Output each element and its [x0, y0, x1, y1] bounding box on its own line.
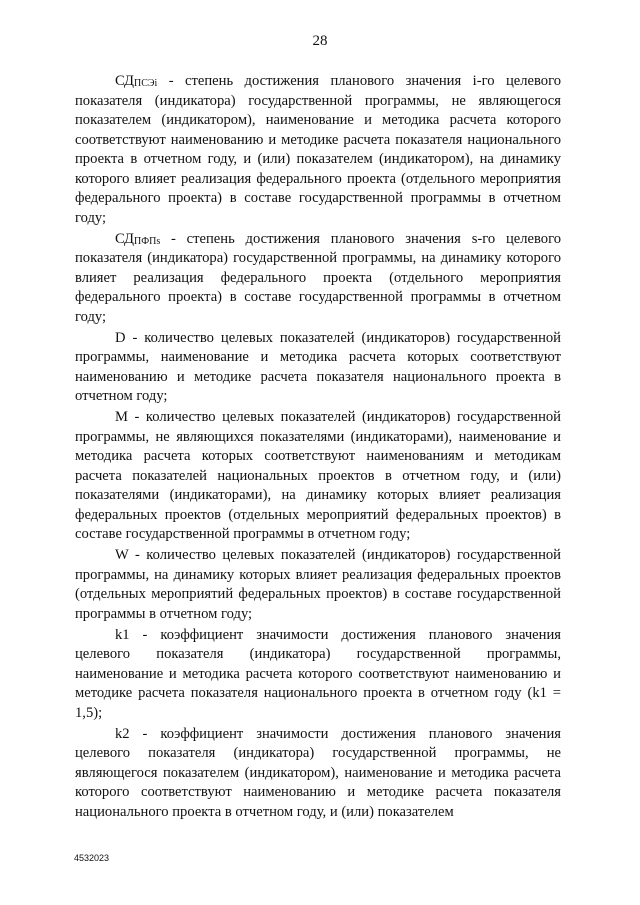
document-id: 4532023 [74, 853, 110, 863]
paragraph-text: - степень достижения планового значения s-го целевого показателя (индикатора) государственной программы, на динамику которого влияет реализация федерального проекта (отдельного мероприятия федерального проекта) в составе государственной программы в отчетном году; [75, 230, 561, 325]
paragraph-w: W - количество целевых показателей (индикаторов) государственной программы, на динамику которых влияет реализация федеральных проектов (отдельных мероприятий федеральных проектов) в составе государственной программы в отчетном году; [75, 547, 561, 622]
symbol-sd: СД [115, 73, 134, 89]
page-number: 28 [312, 33, 328, 49]
paragraph-k1: k1 - коэффициент значимости достижения планового значения целевого показателя (индикатора) государственной программы, наименование и методика расчета которого соответствуют наименованию и методике расчета показателя национального проекта в отчетном году (k1 = 1,5); [75, 626, 561, 721]
paragraph-text: - степень достижения планового значения i-го целевого показателя (индикатора) государственной программы, не являющегося показателем (индикатором), наименование и методика расчета которого соответствуют наименованию и методике расчета показателя национального проекта в отчетном году, и (или) показателем (индикатором), на динамику которого влияет реализация федерального проекта (отдельного мероприятия федерального проекта) в составе государственной программы в отчетном году; [75, 73, 561, 226]
paragraph-d: D - количество целевых показателей (индикаторов) государственной программы, наименование и методика расчета которых соответствуют наименованию и методике расчета показателя национального проекта в отчетном году; [75, 329, 561, 404]
symbol-subscript: ПСЭi [133, 78, 158, 89]
document-body [75, 72, 561, 824]
symbol-sd: СД [115, 230, 134, 247]
paragraph-m: M - количество целевых показателей (индикаторов) государственной программы, не являющихся показателями (индикаторами), наименование и методика расчета которых соответствуют наименованиям и методикам расчета показателей национальных проектов в отчетном году, и (или) показателями (индикаторами), на динамику которых влияет реализация федеральных проектов (отдельных мероприятий федеральных проектов) в составе государственной программы в отчетном году; [75, 409, 561, 542]
paragraph-k2: k2 - коэффициент значимости достижения планового значения целевого показателя (индикатора) государственной программы, не являющегося показателем (индикатором), наименование и методика расчета которого соответствуют наименованию и методике расчета показателя национального проекта в отчетном году, и (или) показателем [75, 725, 561, 820]
paragraph-sd-pse [75, 72, 561, 228]
symbol-subscript: ПФПs [133, 235, 161, 247]
paragraph-sd-pfp [75, 230, 561, 328]
